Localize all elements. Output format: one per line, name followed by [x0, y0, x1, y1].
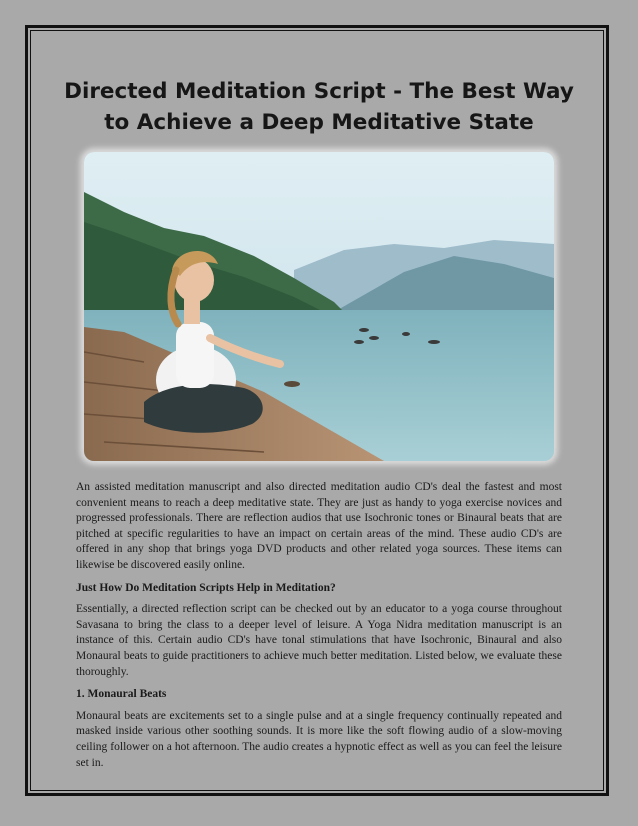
- section-paragraph-scripts: Essentially, a directed reflection script can be checked out by an educator to a yoga course throughout Savasana to bring the class to a deeper level of leisure. A Yoga Nidra meditation manuscript is an instance of this. Certain audio CD's have tonal stimulations that have Isochronic, Binaural and also Monaural beats to guide practitioners to achieve much better meditation. Listed below, we evaluate these thoroughly.: [76, 603, 562, 678]
- section-paragraph-monaural: Monaural beats are excitements set to a single pulse and at a single frequency continually repeated and masked inside various other soothing sounds. It is more like the soft flowing audio of a slow-moving ceiling follower on a hot afternoon. The audio creates a hypnotic effect as well as you can feel the leisure set in.: [76, 709, 562, 769]
- section-heading-monaural: 1. Monaural Beats: [76, 688, 167, 701]
- intro-paragraph: An assisted meditation manuscript and also directed meditation audio CD's deal the fastest and most convenient means to reach a deep meditative state. They are just as handy to yoga exercise novices and progressed professionals. There are reflection audios that use Isochronic tones or Binaural beats that are pitched at specific regularities to have an impact on certain areas of the mind. These audio CD's are offered in any shop that brings yoga DVD products and other related yoga sources. These items can likewise be discovered easily online.: [76, 481, 562, 571]
- section-heading-scripts: Just How Do Meditation Scripts Help in Meditation?: [76, 581, 336, 594]
- document-title: Directed Meditation Script - The Best Way to Achieve a Deep Meditative State: [64, 79, 574, 135]
- meditation-photo: [84, 152, 554, 461]
- article-body: [76, 480, 562, 778]
- meditation-photo-illustration: [84, 152, 554, 461]
